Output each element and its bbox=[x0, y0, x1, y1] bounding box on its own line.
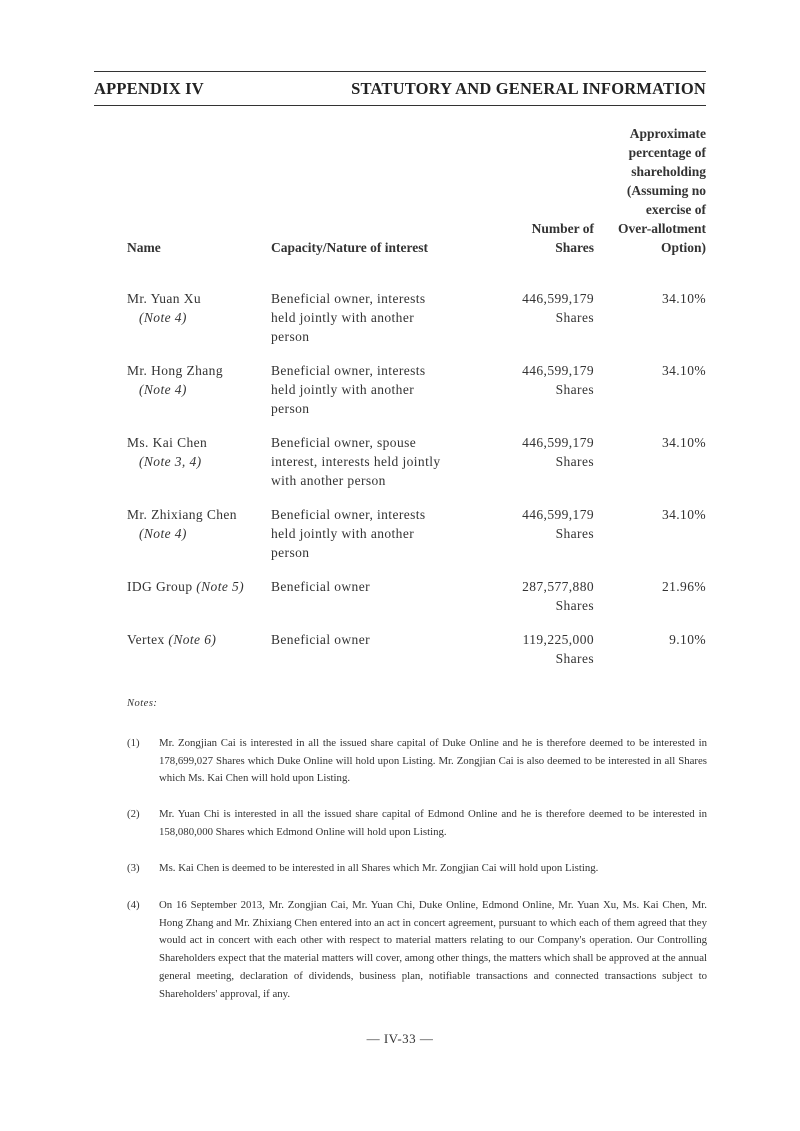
col-header-pct-line: exercise of bbox=[645, 202, 706, 217]
shares-unit: Shares bbox=[555, 310, 594, 325]
note-number: (3) bbox=[127, 862, 140, 874]
shares-cell bbox=[480, 361, 594, 399]
shareholder-name: Ms. Kai Chen bbox=[127, 435, 208, 450]
note-text: On 16 September 2013, Mr. Zongjian Cai, Mr. Yuan Chi, Duke Online, Edmond Online, Mr. Yuan Xu, Ms. Kai Chen, Mr. Hong Zhang and Mr. Zhixiang Chen entered into an act in concert agreement, pursuant to which each of them agreed that they would act in concert with each other with respect to material matters relating to our Company's operation. Our Controlling Shareholders expect that the material matters will cover, among other things, the matters which shall be approved at the annual general meeting, declaration of dividends, business plan, notifiable transactions and connected transactions subject to Shareholders' approval, if any. bbox=[159, 899, 707, 1000]
shareholder-name-cell bbox=[127, 361, 267, 399]
capacity-line: person bbox=[271, 329, 310, 344]
shareholder-name-cell bbox=[127, 630, 267, 649]
shareholder-note: (Note 4) bbox=[139, 382, 187, 397]
shares-cell bbox=[480, 289, 594, 327]
note-text: Mr. Yuan Chi is interested in all the issued share capital of Edmond Online and he is therefore deemed to be interested in 158,080,000 Shares which Edmond Online will hold upon Listing. bbox=[159, 808, 707, 838]
capacity-line: person bbox=[271, 401, 310, 416]
col-header-shares bbox=[480, 219, 594, 257]
capacity-line: Beneficial owner bbox=[271, 632, 370, 647]
shares-value: 446,599,179 bbox=[522, 435, 594, 450]
shares-cell bbox=[480, 433, 594, 471]
capacity-line: held jointly with another bbox=[271, 382, 415, 397]
section-title: STATUTORY AND GENERAL INFORMATION bbox=[351, 79, 706, 98]
capacity-line: held jointly with another bbox=[271, 310, 415, 325]
shareholder-name-cell bbox=[127, 433, 267, 471]
percentage-cell: 34.10% bbox=[661, 507, 706, 522]
capacity-cell bbox=[271, 577, 471, 596]
capacity-line: person bbox=[271, 545, 310, 560]
note-item bbox=[127, 806, 707, 842]
note-number: (1) bbox=[127, 737, 140, 749]
shares-cell bbox=[480, 505, 594, 543]
note-item bbox=[127, 897, 707, 1005]
note-number: (2) bbox=[127, 808, 140, 820]
percentage-cell: 9.10% bbox=[669, 632, 706, 647]
capacity-cell bbox=[271, 289, 471, 346]
shares-unit: Shares bbox=[555, 382, 594, 397]
col-header-percentage bbox=[580, 124, 706, 257]
shareholder-note: (Note 5) bbox=[196, 579, 245, 594]
shareholder-note: (Note 3, 4) bbox=[139, 454, 202, 469]
note-text: Mr. Zongjian Cai is interested in all the issued share capital of Duke Online and he is therefore deemed to be interested in 178,699,027 Shares which Duke Online will hold upon Listing. Mr. Zongjian Cai is also deemed to be interested in all Shares which Ms. Kai Chen will hold upon Listing. bbox=[159, 737, 707, 785]
shareholder-name: Vertex bbox=[127, 632, 165, 647]
page-number: — IV-33 — bbox=[366, 1031, 434, 1046]
shares-value: 119,225,000 bbox=[522, 632, 594, 647]
capacity-line: with another person bbox=[271, 473, 386, 488]
percentage-cell: 34.10% bbox=[661, 435, 706, 450]
percentage-cell: 21.96% bbox=[661, 579, 706, 594]
notes-title: Notes: bbox=[127, 698, 158, 709]
shares-cell bbox=[480, 630, 594, 668]
capacity-cell bbox=[271, 361, 471, 418]
shareholder-name: Mr. Zhixiang Chen bbox=[127, 507, 237, 522]
shares-value: 287,577,880 bbox=[522, 579, 594, 594]
shares-unit: Shares bbox=[555, 651, 594, 666]
col-header-shares-line: Number of bbox=[531, 221, 594, 236]
shareholder-name: Mr. Hong Zhang bbox=[127, 363, 223, 378]
shareholder-name-cell bbox=[127, 577, 267, 596]
col-header-pct-line: Option) bbox=[660, 240, 706, 255]
shares-unit: Shares bbox=[555, 454, 594, 469]
note-item bbox=[127, 860, 707, 878]
capacity-line: Beneficial owner, interests bbox=[271, 507, 426, 522]
col-header-shares-line: Shares bbox=[555, 240, 594, 255]
shares-cell bbox=[480, 577, 594, 615]
shares-value: 446,599,179 bbox=[522, 291, 594, 306]
appendix-title: APPENDIX IV bbox=[94, 79, 204, 98]
col-header-pct-line: (Assuming no bbox=[626, 183, 706, 198]
shareholder-name: IDG Group bbox=[127, 579, 193, 594]
capacity-cell bbox=[271, 433, 471, 490]
capacity-line: Beneficial owner bbox=[271, 579, 370, 594]
page-header bbox=[94, 71, 706, 106]
shares-unit: Shares bbox=[555, 598, 594, 613]
percentage-cell: 34.10% bbox=[661, 363, 706, 378]
col-header-pct-line: percentage of bbox=[628, 145, 706, 160]
note-item bbox=[127, 735, 707, 789]
shares-value: 446,599,179 bbox=[522, 507, 594, 522]
shareholder-note: (Note 6) bbox=[168, 632, 217, 647]
capacity-line: held jointly with another bbox=[271, 526, 415, 541]
capacity-cell bbox=[271, 630, 471, 649]
col-header-pct-line: Over-allotment bbox=[618, 221, 706, 236]
shareholder-note: (Note 4) bbox=[139, 310, 187, 325]
note-number: (4) bbox=[127, 899, 140, 911]
capacity-line: Beneficial owner, interests bbox=[271, 291, 426, 306]
col-header-name: Name bbox=[127, 240, 161, 255]
col-header-capacity: Capacity/Nature of interest bbox=[271, 240, 428, 255]
col-header-pct-line: shareholding bbox=[631, 164, 706, 179]
shares-value: 446,599,179 bbox=[522, 363, 594, 378]
capacity-line: Beneficial owner, spouse bbox=[271, 435, 417, 450]
shareholder-name-cell bbox=[127, 505, 267, 543]
shares-unit: Shares bbox=[555, 526, 594, 541]
percentage-cell: 34.10% bbox=[661, 291, 706, 306]
capacity-cell bbox=[271, 505, 471, 562]
shareholder-name-cell bbox=[127, 289, 267, 327]
col-header-pct-line: Approximate bbox=[629, 126, 706, 141]
shareholder-note: (Note 4) bbox=[139, 526, 187, 541]
note-text: Ms. Kai Chen is deemed to be interested in all Shares which Mr. Zongjian Cai will hold upon Listing. bbox=[159, 862, 599, 874]
capacity-line: interest, interests held jointly bbox=[271, 454, 441, 469]
shareholder-name: Mr. Yuan Xu bbox=[127, 291, 202, 306]
capacity-line: Beneficial owner, interests bbox=[271, 363, 426, 378]
